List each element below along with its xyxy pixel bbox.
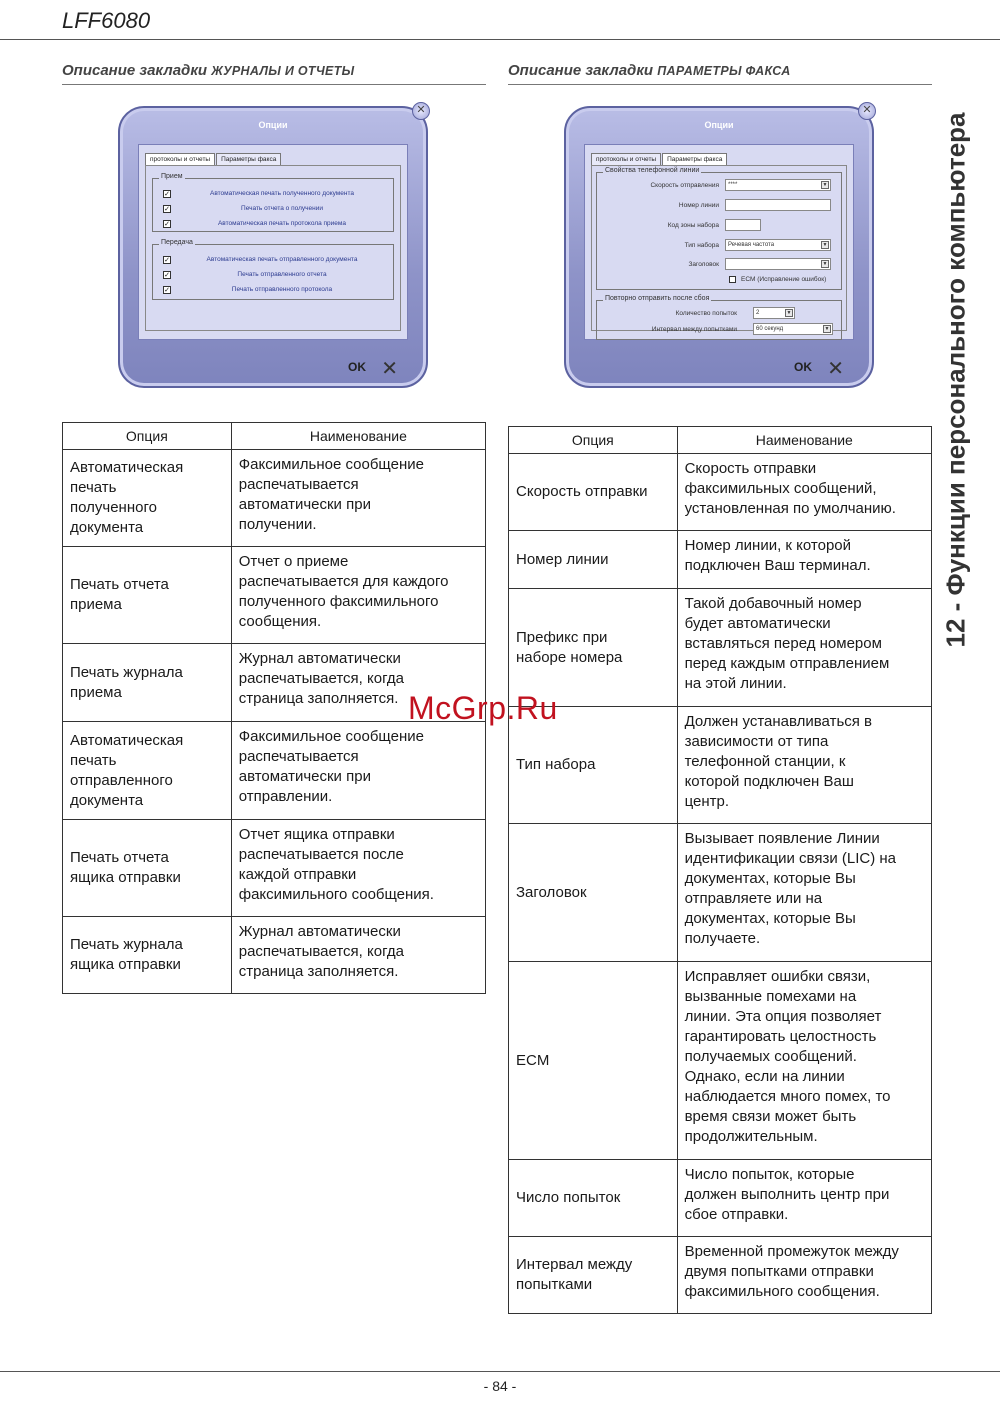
table-row	[63, 917, 486, 994]
table-row	[63, 820, 486, 917]
description-cell: Журнал автоматически распечатывается, когда страница заполняется.	[231, 917, 485, 994]
checkbox-icon[interactable]: ✓	[164, 206, 170, 213]
checkbox-icon[interactable]: ✓	[164, 287, 170, 294]
option-cell: Автоматическая печать полученного документа	[63, 450, 232, 547]
description-cell: Факсимильное сообщение распечатывается автоматически при получении.	[231, 450, 485, 547]
send-option-1-label: Автоматическая печать отправленного документа	[206, 256, 358, 263]
description-cell: Вызывает появление Линии идентификации связи (LIC) на документах, которые Вы отправляете или на документах, которые Вы получаете.	[677, 824, 931, 962]
option-cell: Печать журнала ящика отправки	[63, 917, 232, 994]
line-number-label: Номер линии	[678, 202, 719, 209]
line-number-input[interactable]	[725, 199, 831, 211]
description-cell: Скорость отправки факсимильных сообщений, установленная по умолчанию.	[677, 454, 931, 531]
description-cell: Число попыток, которые должен выполнить центр при сбое отправки.	[677, 1160, 931, 1237]
retry-interval-value: 60 секунд	[756, 326, 784, 332]
left-section-title	[62, 62, 354, 79]
retry-interval-label: Интервал между попытками	[651, 326, 737, 333]
send-option-2[interactable]	[163, 270, 387, 282]
field-ecm[interactable]	[601, 275, 837, 289]
chevron-down-icon[interactable]: ▼	[822, 182, 828, 188]
option-cell: Печать отчета приема	[63, 547, 232, 644]
chevron-down-icon[interactable]: ▼	[824, 326, 830, 332]
send-speed-value: ****	[728, 182, 738, 188]
phone-line-group-legend: Свойства телефонной линии	[605, 167, 700, 174]
dialog-footer	[564, 354, 874, 380]
cancel-button[interactable]: ✕	[381, 358, 398, 380]
dial-type-label: Тип набора	[684, 242, 719, 249]
receive-option-2-label: Печать отчета о получении	[241, 205, 323, 212]
chevron-down-icon[interactable]: ▼	[786, 310, 792, 316]
send-group	[152, 239, 394, 300]
field-dial-type	[601, 239, 837, 253]
description-cell: Временной промежуток между двумя попытками отправки факсимильного сообщения.	[677, 1237, 931, 1314]
retry-group	[596, 295, 842, 340]
dialog-title: Опции	[258, 120, 288, 130]
dial-type-select[interactable]	[725, 239, 831, 251]
dialog-close-button[interactable]: ✕	[412, 102, 430, 120]
send-option-3-label: Печать отправленного протокола	[231, 286, 333, 293]
header-select[interactable]	[725, 258, 831, 270]
send-option-1[interactable]	[163, 255, 387, 267]
left-title-rule	[62, 84, 486, 85]
table-row	[509, 824, 932, 962]
left-title-caps: ЖУРНАЛЫ И ОТЧЕТЫ	[211, 64, 355, 78]
field-retry-interval	[601, 323, 837, 337]
option-cell: Заголовок	[509, 824, 678, 962]
receive-option-3[interactable]	[163, 219, 387, 231]
column-header-name: Наименование	[677, 427, 931, 454]
receive-option-1[interactable]	[163, 189, 387, 201]
table-row	[63, 547, 486, 644]
footer-rule	[0, 1371, 1000, 1372]
table-row	[509, 962, 932, 1160]
send-option-2-label: Печать отправленного отчета	[237, 271, 327, 278]
chevron-down-icon[interactable]: ▼	[822, 261, 828, 267]
dialog-body	[138, 144, 408, 340]
field-attempts	[601, 307, 837, 321]
dialog-title: Опции	[704, 120, 734, 130]
ok-button[interactable]: OK	[348, 360, 366, 374]
column-header-name: Наименование	[231, 423, 485, 450]
option-cell: Автоматическая печать отправленного документа	[63, 722, 232, 820]
option-cell: Тип набора	[509, 707, 678, 824]
table-row	[509, 707, 932, 824]
attempts-select[interactable]	[753, 307, 795, 319]
column-header-option: Опция	[509, 427, 678, 454]
receive-group	[152, 173, 394, 232]
description-cell: Исправляет ошибки связи, вызванные помехами на линии. Эта опция позволяет гарантировать целостность получаемых сообщений. Однако, если на линии наблюдается много помех, то время связи может быть продолжительным.	[677, 962, 931, 1160]
right-title-rule	[508, 84, 932, 85]
model-name: LFF6080	[62, 8, 151, 33]
option-cell: Номер линии	[509, 531, 678, 589]
retry-group-legend: Повторно отправить после сбоя	[605, 295, 710, 302]
description-cell: Такой добавочный номер будет автоматически вставляться перед номером перед каждым отправлением на этой линии.	[677, 589, 931, 707]
field-line-number	[601, 199, 837, 213]
description-cell: Отчет о приеме распечатывается для каждого полученного факсимильного сообщения.	[231, 547, 485, 644]
tab-fax-parameters[interactable]: Параметры факса	[662, 153, 727, 165]
phone-line-group	[596, 167, 842, 290]
chevron-down-icon[interactable]: ▼	[822, 242, 828, 248]
option-cell: Интервал между попытками	[509, 1237, 678, 1314]
area-code-label: Код зоны набора	[667, 222, 719, 229]
receive-group-legend: Прием	[161, 173, 183, 180]
receive-option-3-label: Автоматическая печать протокола приема	[217, 220, 347, 227]
page-number: - 84 -	[483, 1378, 517, 1394]
cancel-button[interactable]: ✕	[827, 358, 844, 380]
right-title-prefix: Описание закладки	[508, 62, 658, 79]
option-cell: Скорость отправки	[509, 454, 678, 531]
option-cell: Печать отчета ящика отправки	[63, 820, 232, 917]
send-option-3[interactable]	[163, 285, 387, 297]
ecm-label: ECM (Исправление ошибок)	[741, 276, 827, 283]
attempts-label: Количество попыток	[675, 310, 737, 317]
header-label: Заголовок	[688, 261, 719, 268]
checkbox-icon[interactable]: ✓	[164, 191, 170, 198]
table-header-row	[509, 427, 932, 454]
send-group-legend: Передача	[161, 239, 193, 246]
ecm-checkbox[interactable]	[729, 276, 736, 283]
dial-type-value: Речевая частота	[728, 242, 775, 248]
fax-parameters-dialog	[564, 106, 874, 388]
fax-parameters-table	[508, 426, 932, 1314]
table-row	[509, 589, 932, 707]
left-title-prefix: Описание закладки	[62, 62, 212, 79]
send-speed-select[interactable]	[725, 179, 831, 191]
tab-protocols-reports[interactable]: протоколы и отчеты	[145, 153, 215, 165]
description-cell: Отчет ящика отправки распечатывается после каждой отправки факсимильного сообщения.	[231, 820, 485, 917]
table-row	[509, 1160, 932, 1237]
description-cell: Номер линии, к которой подключен Ваш терминал.	[677, 531, 931, 589]
field-area-code	[601, 219, 837, 233]
dialog-body	[584, 144, 854, 340]
chapter-title-text: 12 - Функции персонального компьютера	[940, 112, 971, 648]
description-cell: Журнал автоматически распечатывается, когда страница заполняется.	[231, 644, 485, 722]
ok-button[interactable]: OK	[794, 360, 812, 374]
right-title-caps: ПАРАМЕТРЫ ФАКСА	[657, 64, 791, 78]
table-header-row	[63, 423, 486, 450]
table-row	[509, 1237, 932, 1314]
attempts-value: 2	[756, 310, 760, 316]
table-row	[63, 450, 486, 547]
tab-panel	[145, 165, 401, 331]
field-send-speed	[601, 179, 837, 193]
checkbox-icon[interactable]: ✓	[164, 272, 170, 279]
send-speed-label: Скорость отправления	[650, 182, 719, 189]
option-cell: Префикс при наборе номера	[509, 589, 678, 707]
description-cell: Должен устанавливаться в зависимости от типа телефонной станции, к которой подключен Ваш центр.	[677, 707, 931, 824]
tab-fax-parameters[interactable]: Параметры факса	[216, 153, 281, 165]
option-cell: ECM	[509, 962, 678, 1160]
chapter-title	[926, 60, 986, 700]
tab-protocols-reports[interactable]: протоколы и отчеты	[591, 153, 661, 165]
dialog-tabs	[145, 153, 282, 165]
option-cell: Печать журнала приема	[63, 644, 232, 722]
right-section-title	[508, 62, 791, 79]
description-cell: Факсимильное сообщение распечатывается автоматически при отправлении.	[231, 722, 485, 820]
table-row	[509, 454, 932, 531]
dialog-footer	[118, 354, 428, 380]
receive-option-1-label: Автоматическая печать полученного документа	[209, 190, 354, 197]
checkbox-icon[interactable]: ✓	[164, 221, 170, 228]
area-code-input[interactable]	[725, 219, 761, 231]
table-row	[63, 722, 486, 820]
header-rule	[0, 39, 1000, 40]
tab-panel	[591, 165, 847, 331]
dialog-close-button[interactable]: ✕	[858, 102, 876, 120]
option-cell: Число попыток	[509, 1160, 678, 1237]
column-header-option: Опция	[63, 423, 232, 450]
field-header	[601, 258, 837, 272]
table-row	[509, 531, 932, 589]
journals-options-dialog	[118, 106, 428, 388]
watermark: McGrp.Ru	[408, 690, 558, 726]
checkbox-icon[interactable]: ✓	[164, 257, 170, 264]
receive-option-2[interactable]	[163, 204, 387, 216]
dialog-tabs	[591, 153, 728, 165]
retry-interval-select[interactable]	[753, 323, 833, 335]
